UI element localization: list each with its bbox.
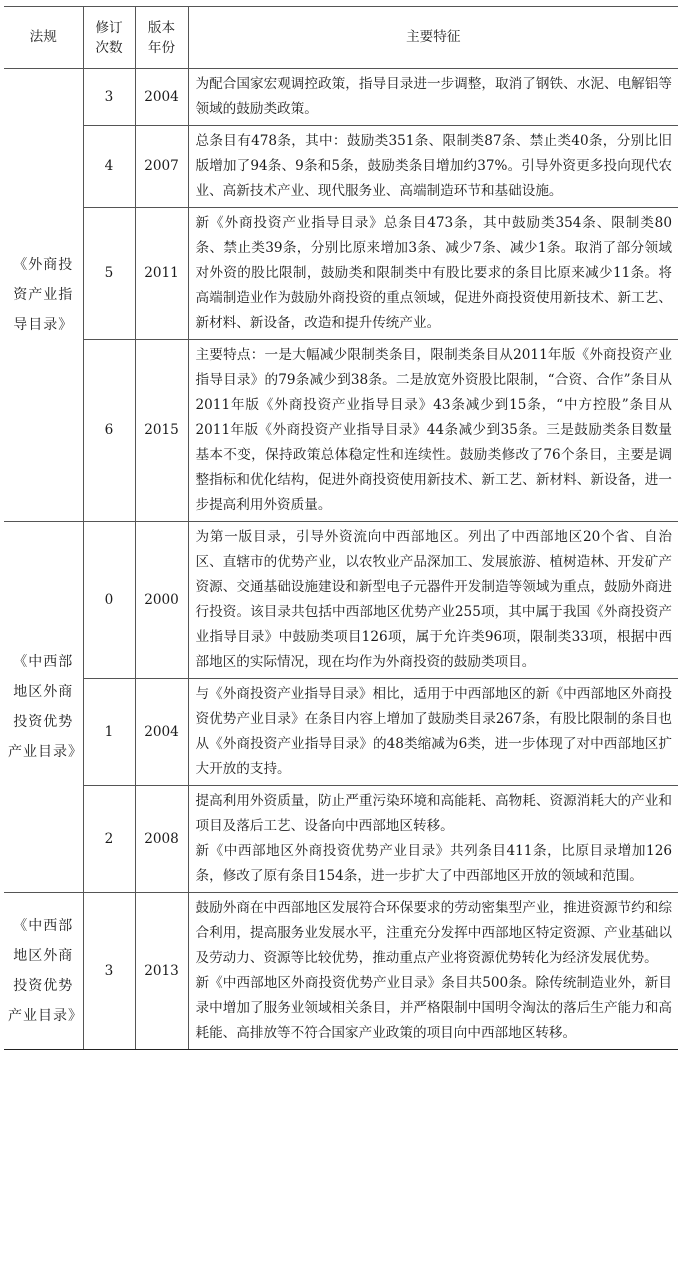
header-law: 法规 <box>4 7 83 69</box>
version-year-cell: 2004 <box>135 679 188 786</box>
table-row <box>4 69 678 126</box>
revision-number-cell: 3 <box>83 69 135 126</box>
feature-paragraph: 与《外商投资产业指导目录》相比，适用于中西部地区的新《中西部地区外商投资优势产业目录》在条目内容上增加了鼓励类目录267条，有股比限制的条目也从《外商投资产业指导目录》的48类缩减为6类，进一步体现了对中西部地区扩大开放的支持。 <box>195 686 672 777</box>
features-cell <box>188 893 678 1050</box>
feature-paragraph: 新《中西部地区外商投资优势产业目录》共列条目411条，比原目录增加126条，修改了原有条目154条，进一步扩大了中西部地区开放的领域和范围。 <box>195 843 672 884</box>
feature-paragraph: 提高利用外资质量，防止严重污染环境和高能耗、高物耗、资源消耗大的产业和项目及落后工艺、设备向中西部地区转移。 <box>195 793 672 834</box>
features-cell <box>188 126 678 208</box>
version-year-cell: 2004 <box>135 69 188 126</box>
table-row <box>4 126 678 208</box>
features-cell <box>188 69 678 126</box>
version-year-cell: 2015 <box>135 340 188 522</box>
feature-paragraph: 总条目有478条，其中：鼓励类351条、限制类87条、禁止类40条，分别比旧版增加了94条、9条和5条，鼓励类条目增加约37%。引导外资更多投向现代农业、高新技术产业、现代服务业、高端制造环节和基础设施。 <box>195 133 672 199</box>
revision-number-cell: 1 <box>83 679 135 786</box>
features-cell <box>188 208 678 340</box>
revision-number-cell: 0 <box>83 522 135 679</box>
table-row <box>4 786 678 893</box>
table-row <box>4 522 678 679</box>
law-name-cell: 《外商投资产业指导目录》 <box>4 69 83 522</box>
features-cell <box>188 522 678 679</box>
version-year-cell: 2011 <box>135 208 188 340</box>
version-year-cell: 2007 <box>135 126 188 208</box>
features-cell <box>188 679 678 786</box>
features-cell <box>188 340 678 522</box>
feature-paragraph: 为第一版目录，引导外资流向中西部地区。列出了中西部地区20个省、自治区、直辖市的优势产业，以农牧业产品深加工、发展旅游、植树造林、开发矿产资源、交通基础设施建设和新型电子元器件开发制造等领域为重点，鼓励外商进行投资。该目录共包括中西部地区优势产业255项，其中属于我国《外商投资产业指导目录》中鼓励类项目126项，属于允许类96项，限制类33项，根据中西部地区的实际情况，现在均作为外商投资的鼓励类项目。 <box>195 529 672 670</box>
feature-paragraph: 主要特点：一是大幅减少限制类条目，限制类条目从2011年版《外商投资产业指导目录》的79条减少到38条。二是放宽外资股比限制，“合资、合作”条目从2011年版《外商投资产业指导目录》43条减少到15条，“中方控股”条目从2011年版《外商投资产业指导目录》44条减少到35条。三是鼓励类条目数量基本不变，保持政策总体稳定性和连续性。鼓励类修改了76个条目，主要是调整指标和优化结构，促进外商投资使用新技术、新工艺、新材料、新设备，进一步提高利用外资质量。 <box>195 347 672 513</box>
header-year <box>135 7 188 69</box>
revision-number-cell: 5 <box>83 208 135 340</box>
table-row <box>4 340 678 522</box>
header-year-text: 版本年份 <box>147 19 176 56</box>
header-revisions-text: 修订次数 <box>95 19 123 56</box>
version-year-cell: 2013 <box>135 893 188 1050</box>
table-row <box>4 679 678 786</box>
feature-paragraph: 新《外商投资产业指导目录》总条目473条，其中鼓励类354条、限制类80条、禁止类39条，分别比原来增加3条、减少7条、减少1条。取消了部分领域对外资的股比限制，鼓励类和限制类中有股比要求的条目比原来减少11条。将高端制造业作为鼓励外商投资的重点领域，促进外商投资使用新技术、新工艺、新材料、新设备，改造和提升传统产业。 <box>195 215 672 331</box>
revision-number-cell: 3 <box>83 893 135 1050</box>
revision-number-cell: 2 <box>83 786 135 893</box>
feature-paragraph: 为配合国家宏观调控政策，指导目录进一步调整，取消了钢铁、水泥、电解铝等领域的鼓励类政策。 <box>195 76 672 117</box>
version-year-cell: 2008 <box>135 786 188 893</box>
header-revisions <box>83 7 135 69</box>
revision-number-cell: 6 <box>83 340 135 522</box>
feature-paragraph: 新《中西部地区外商投资优势产业目录》条目共500条。除传统制造业外，新目录中增加了服务业领域相关条目，并严格限制中国明令淘汰的落后生产能力和高耗能、高排放等不符合国家产业政策的项目向中西部地区转移。 <box>195 975 672 1041</box>
revision-number-cell: 4 <box>83 126 135 208</box>
version-year-cell: 2000 <box>135 522 188 679</box>
feature-paragraph: 鼓励外商在中西部地区发展符合环保要求的劳动密集型产业，推进资源节约和综合利用，提高服务业发展水平，注重充分发挥中西部地区特定资源、产业基础以及劳动力、资源等比较优势，推动重点产业将资源优势转化为经济发展优势。 <box>195 900 672 966</box>
table-header-row <box>4 7 678 69</box>
law-name-cell: 《中西部地区外商投资优势产业目录》 <box>4 522 83 893</box>
features-cell <box>188 786 678 893</box>
table-body <box>4 69 678 1050</box>
law-name-cell: 《中西部地区外商投资优势产业目录》 <box>4 893 83 1050</box>
table-row <box>4 208 678 340</box>
table-row <box>4 893 678 1050</box>
header-features: 主要特征 <box>188 7 678 69</box>
regulation-revisions-table <box>4 6 678 1050</box>
